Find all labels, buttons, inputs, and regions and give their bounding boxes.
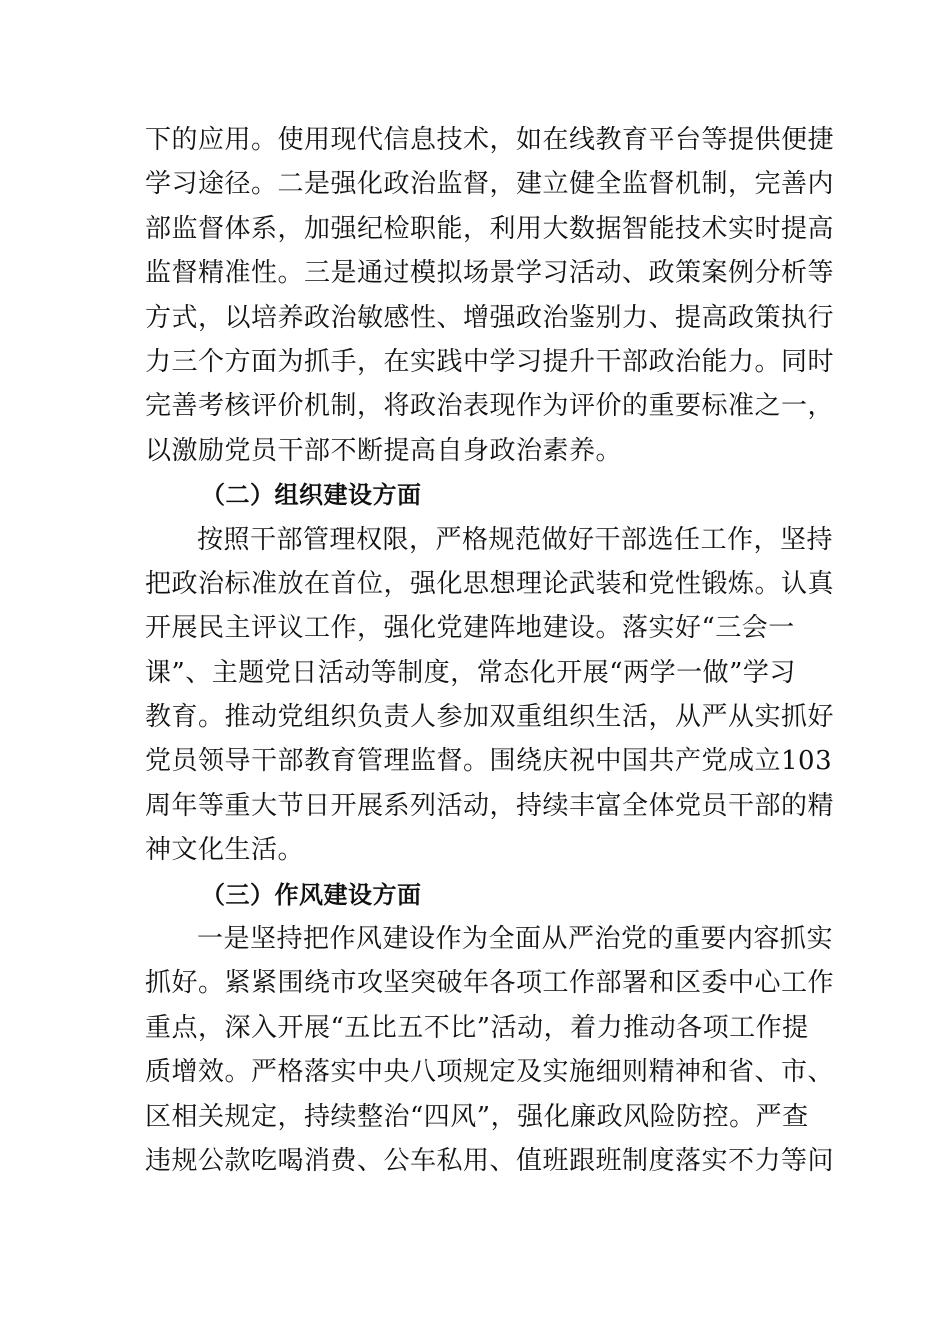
text-line: 课”、主题党日活动等制度，常态化开展“两学一做”学习 [145, 657, 796, 688]
text-line: 违规公款吃喝消费、公车私用、值班跟班制度落实不力等问 [145, 1145, 835, 1176]
text-line: 学习途径。二是强化政治监督，建立健全监督机制，完善内 [145, 169, 835, 200]
text-line: 完善考核评价机制，将政治表现作为评价的重要标准之一， [145, 391, 835, 422]
section-heading-organization: （二）组织建设方面 [201, 481, 422, 510]
text-line: 周年等重大节日开展系列活动，持续丰富全体党员干部的精 [145, 790, 835, 821]
text-line: 把政治标准放在首位，强化思想理论武装和党性锻炼。认真 [145, 568, 835, 599]
text-line: 方式，以培养政治敏感性、增强政治鉴别力、提高政策执行 [145, 302, 835, 333]
text-line: 下的应用。使用现代信息技术，如在线教育平台等提供便捷 [145, 125, 835, 155]
text-line: 部监督体系，加强纪检职能，利用大数据智能技术实时提高 [145, 213, 835, 244]
text-line: 按照干部管理权限，严格规范做好干部选任工作，坚持 [197, 524, 834, 555]
text-line: 力三个方面为抓手，在实践中学习提升干部政治能力。同时 [145, 346, 835, 377]
text-line: 区相关规定，持续整治“四风”，强化廉政风险防控。严查 [145, 1101, 809, 1132]
text-line: 开展民主评议工作，强化党建阵地建设。落实好“三会一 [145, 613, 795, 644]
text-line: 神文化生活。 [145, 835, 305, 866]
text-line: 抓好。紧紧围绕市攻坚突破年各项工作部署和区委中心工作 [145, 968, 835, 999]
document-body [145, 118, 835, 1183]
paragraph-1 [145, 118, 835, 473]
text-line: 党员领导干部教育管理监督。围绕庆祝中国共产党成立103 [145, 746, 833, 777]
text-line: 质增效。严格落实中央八项规定及实施细则精神和省、市、 [145, 1057, 835, 1088]
paragraph-3 [145, 917, 835, 1183]
section-heading-work-style: （三）作风建设方面 [201, 880, 422, 909]
paragraph-2 [145, 518, 835, 873]
text-line: 监督精准性。三是通过模拟场景学习活动、政策案例分析等 [145, 258, 835, 289]
text-line: 以激励党员干部不断提高自身政治素养。 [145, 435, 623, 466]
text-line: 重点，深入开展“五比五不比”活动，着力推动各项工作提 [145, 1012, 809, 1043]
text-line: 教育。推动党组织负责人参加双重组织生活，从严从实抓好 [145, 702, 835, 733]
text-line: 一是坚持把作风建设作为全面从严治党的重要内容抓实 [197, 924, 834, 955]
